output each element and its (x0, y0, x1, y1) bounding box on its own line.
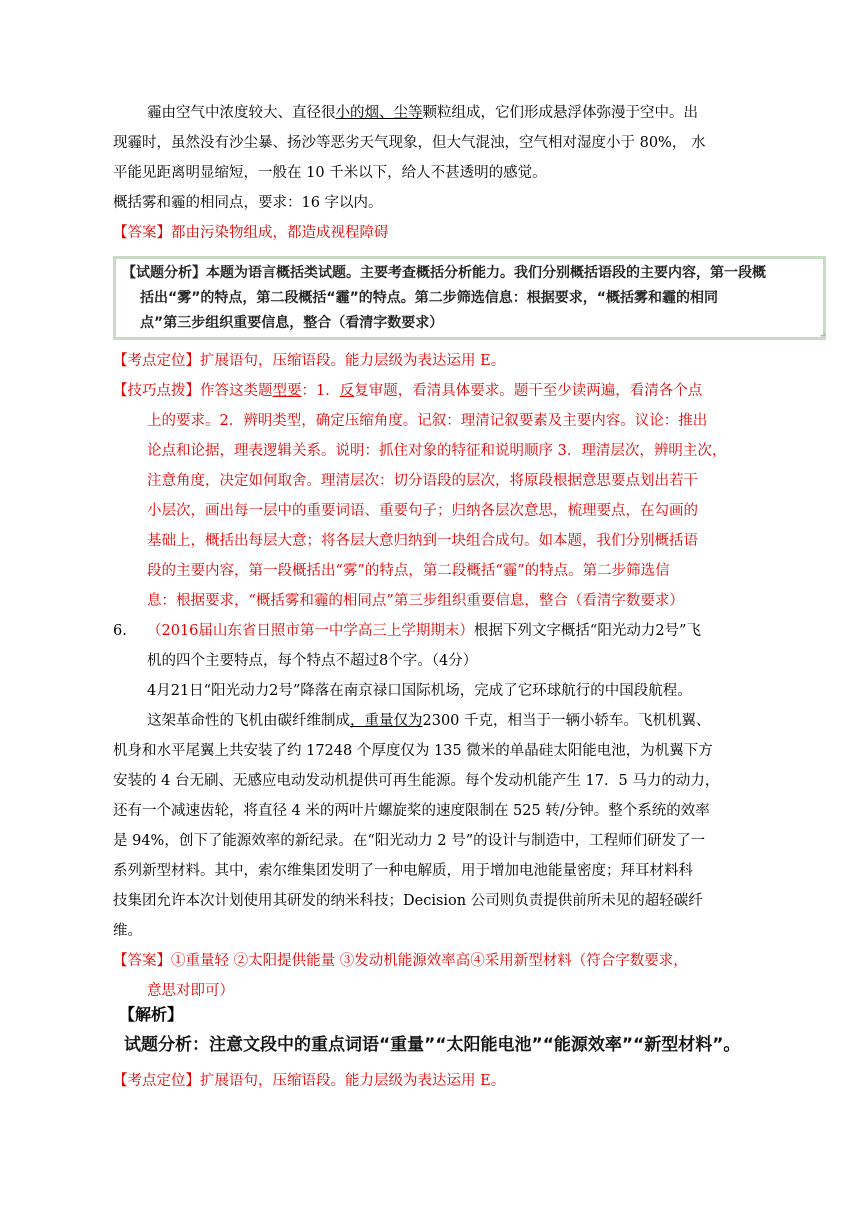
question-line: 机的四个主要特点，每个特点不超过8个字。（4分） (147, 653, 478, 669)
passage-line: 是 94%，创下了能源效率的新纪录。在“阳光动力 2 号”的设计与制造中，工程师们研发了一 (113, 833, 706, 849)
analysis-line: 括出“雾”的特点，第二段概括“霾”的特点。第二步筛选信息：根据要求，“概括雾和霾的相同 (140, 290, 719, 306)
passage-line: 机身和水平尾翼上共安装了约 17248 个厚度仅为 135 微米的单晶硅太阳能电池，为机翼下方 (113, 743, 713, 759)
passage-line: 技集团允许本次计划使用其研发的纳米科技；Decision 公司则负责提供前所未见的超轻碳纤 (113, 893, 703, 909)
kaodian-line: 【考点定位】扩展语句，压缩语段。能力层级为表达运用 E。 (113, 1073, 506, 1089)
analysis-line: 点”第三步组织重要信息，整合（看清字数要求） (140, 315, 444, 331)
jiqiao-line: 息：根据要求，“概括雾和霾的相同点”第三步组织重要信息，整合（看清字数要求） (147, 593, 684, 609)
passage-line: 平能见距离明显缩短，一般在 10 千米以下，给人不甚透明的感觉。 (113, 165, 547, 181)
underlined-phrase: 小的烟、尘等 (335, 105, 423, 121)
jiqiao-line: 段的主要内容，第一段概括出“雾”的特点，第二段概括“霾”的特点。第二步筛选信 (147, 563, 670, 579)
answer-line: 意思对即可） (147, 983, 234, 999)
jiqiao-line: 小层次，画出每一层中的重要词语、重要句子；归纳各层次意思，梳理要点，在勾画的 (147, 503, 698, 519)
passage-line: 安装的 4 台无刷、无感应电动发动机提供可再生能源。每个发动机能产生 17．5 马力的动力， (113, 773, 720, 789)
corner-mark: ↵ (819, 331, 826, 340)
jiqiao-line: 【技巧点拨】作答这类题型要：1．反复审题，看清具体要求。题干至少读两遍，看清各个点 (113, 383, 703, 399)
passage-line: 这架革命性的飞机由碳纤维制成，重量仅为2300 千克，相当于一辆小轿车。飞机机翼、 (147, 713, 711, 729)
answer-line: 【答案】①重量轻 ②太阳提供能量 ③发动机能源效率高④采用新型材料（符合字数要求， (113, 953, 688, 969)
question-number: 6. (113, 623, 127, 639)
passage-line: 维。 (113, 923, 142, 939)
jiqiao-line: 上的要求。2．辨明类型，确定压缩角度。记叙：理清记叙要素及主要内容。议论：推出 (147, 413, 708, 429)
passage-line: 现霾时，虽然没有沙尘暴、扬沙等恶劣天气现象，但大气混浊，空气相对湿度小于 80%， 水 (113, 135, 706, 151)
passage-line: 霾由空气中浓度较大、直径很小的烟、尘等颗粒组成，它们形成悬浮体弥漫于空中。出 (147, 105, 698, 121)
answer-line: 【答案】都由污染物组成，都造成视程障碍 (113, 225, 389, 241)
passage-line: 还有一个减速齿轮，将直径 4 米的两叶片螺旋桨的速度限制在 525 转/分钟。整个系统的效率 (113, 803, 710, 819)
jiqiao-line: 注意角度，决定如何取舍。理清层次：切分语段的层次，将原段根据意思要点划出若干 (147, 473, 698, 489)
kaodian-line: 【考点定位】扩展语句，压缩语段。能力层级为表达运用 E。 (113, 353, 506, 369)
passage-line: 4月21日“阳光动力2号”降落在南京禄口国际机场，完成了它环球航行的中国段航程。 (147, 683, 692, 699)
question-source: （2016届山东省日照市第一中学高三上学期期末） (147, 623, 474, 639)
question-line: （2016届山东省日照市第一中学高三上学期期末）根据下列文字概括“阳光动力2号”飞 (147, 623, 701, 639)
passage-line: 系列新型材料。其中，索尔维集团发明了一种电解质，用于增加电池能量密度；拜耳材料科 (113, 863, 693, 879)
jiqiao-line: 论点和论据，理表逻辑关系。说明：抓住对象的特征和说明顺序 3．理清层次，辨明主次， (147, 443, 727, 459)
analysis-image-box (113, 256, 826, 340)
jiexi-heading: 【解析】 (119, 1005, 184, 1024)
analysis-image-text: 试题分析：注意文段中的重点词语“重量”“太阳能电池”“能源效率”“新型材料”。 (124, 1035, 741, 1055)
jiqiao-line: 基础上，概括出每层大意；将各层大意归纳到一块组合成句。如本题，我们分别概括语 (147, 533, 698, 549)
analysis-line: 【试题分析】本题为语言概括类试题。主要考查概括分析能力。我们分别概括语段的主要内容，第一段概 (122, 265, 766, 281)
question-prompt: 概括雾和霾的相同点，要求：16 字以内。 (113, 195, 383, 211)
